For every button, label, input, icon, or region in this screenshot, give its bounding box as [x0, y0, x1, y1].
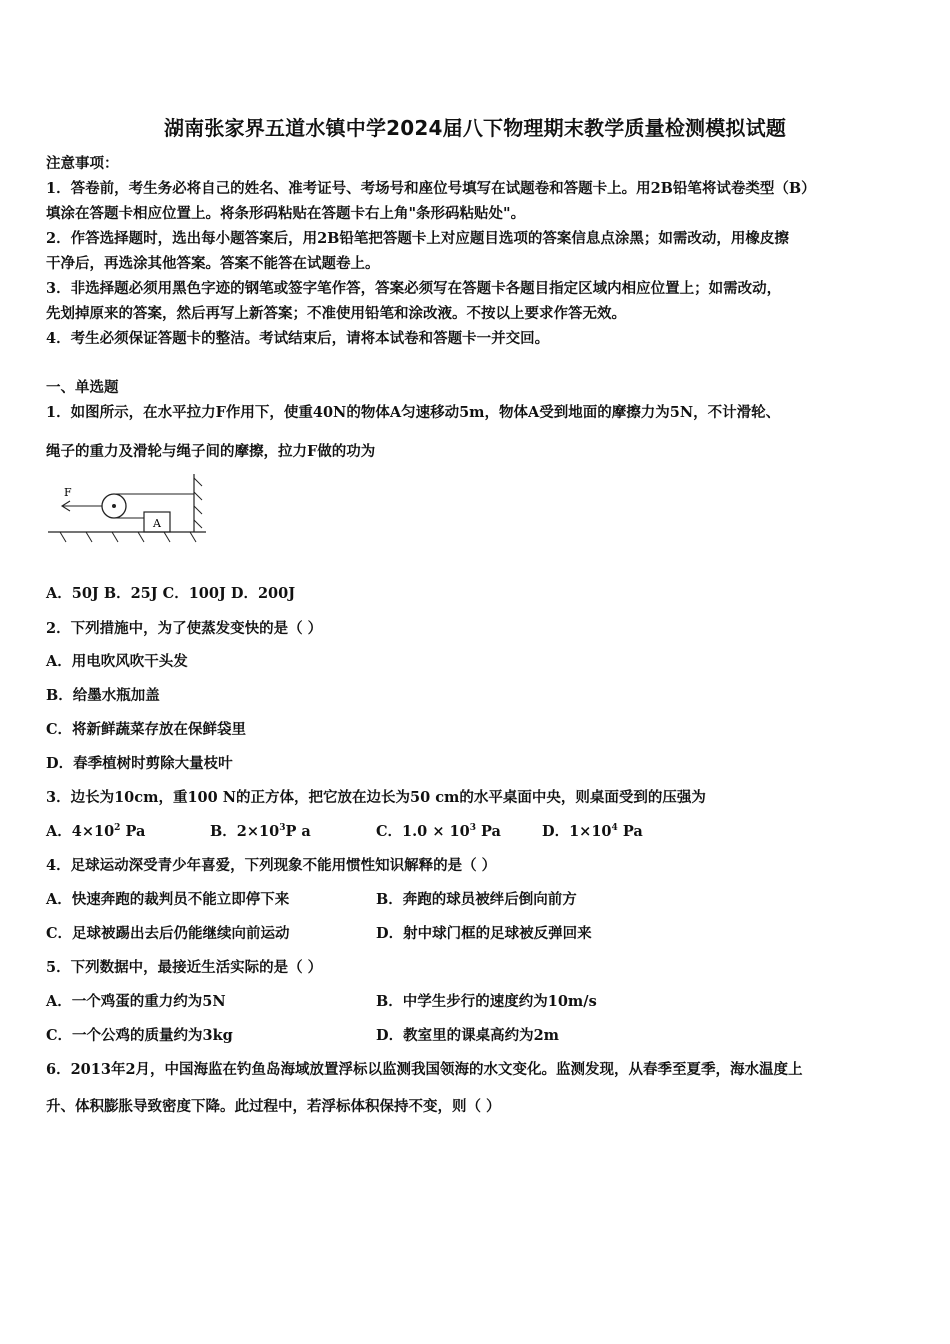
q4-option-a: A．快速奔跑的裁判员不能立即停下来 — [46, 891, 290, 908]
q1-stem-line1: 1．如图所示，在水平拉力F作用下，使重40N的物体A匀速移动5m，物体A受到地面的摩擦力为5N，不计滑轮、 — [46, 404, 781, 421]
q2-option-d: D．春季植树时剪除大量枝叶 — [46, 755, 233, 772]
q5-option-c: C．一个公鸡的质量约为3kg — [46, 1027, 233, 1044]
q3-option-c: C．$1.0 \times 10^3$ Pa — [376, 823, 501, 840]
q2-option-b: B．给墨水瓶加盖 — [46, 687, 160, 704]
notice-line: 干净后，再选涂其他答案。答案不能答在试题卷上。 — [46, 255, 380, 272]
q4-option-b: B．奔跑的球员被绊后倒向前方 — [376, 891, 577, 908]
notice-line: 3．非选择题必须用黑色字迹的钢笔或签字笔作答，答案必须写在答题卡各题目指定区域内相应位置上；如需改动， — [46, 280, 782, 297]
q6-stem-line2: 升、体积膨胀导致密度下降。此过程中，若浮标体积保持不变，则（ ） — [46, 1098, 501, 1115]
q5-option-a: A．一个鸡蛋的重力约为5N — [46, 993, 226, 1010]
pulley-diagram — [46, 470, 216, 550]
force-label: F — [64, 486, 72, 499]
notice-line: 先划掉原来的答案，然后再写上新答案；不准使用铅笔和涂改液。不按以上要求作答无效。 — [46, 305, 626, 322]
q3-option-b: B．$2\times 10^3P$ a — [210, 823, 311, 840]
q2-option-a: A．用电吹风吹干头发 — [46, 653, 188, 670]
q5-stem: 5．下列数据中，最接近生活实际的是（ ） — [46, 959, 323, 976]
q4-option-d: D．射中球门框的足球被反弹回来 — [376, 925, 592, 942]
q2-stem: 2．下列措施中，为了使蒸发变快的是（ ） — [46, 620, 323, 637]
q5-option-d: D．教室里的课桌高约为2m — [376, 1027, 560, 1044]
q3-option-a: A．$4\times 10^2$ Pa — [46, 823, 146, 840]
section-heading: 一、单选题 — [46, 379, 119, 396]
q3-option-d: D．$1\times 10^4$ Pa — [542, 823, 643, 840]
q1-options: A．50J B．25J C．100J D．200J — [46, 585, 296, 602]
notice-heading: 注意事项： — [46, 155, 119, 172]
q3-stem: 3．边长为10cm，重100 N的正方体，把它放在边长为50 cm的水平桌面中央，则桌面受到的压强为 — [46, 789, 706, 806]
notice-line: 2．作答选择题时，选出每小题答案后，用2B铅笔把答题卡上对应题目选项的答案信息点涂黑；如需改动，用橡皮擦 — [46, 230, 789, 247]
q5-option-b: B．中学生步行的速度约为10m/s — [376, 993, 597, 1010]
q1-stem-line2: 绳子的重力及滑轮与绳子间的摩擦，拉力F做的功为 — [46, 443, 376, 460]
page-title: 湖南张家界五道水镇中学2024届八下物理期末教学质量检测模拟试题 — [163, 116, 787, 140]
notice-line: 1．答卷前，考生务必将自己的姓名、准考证号、考场号和座位号填写在试题卷和答题卡上。用2B铅笔将试卷类型（B） — [46, 180, 816, 197]
q4-option-c: C．足球被踢出去后仍能继续向前运动 — [46, 925, 290, 942]
q4-stem: 4．足球运动深受青少年喜爱，下列现象不能用惯性知识解释的是（ ） — [46, 857, 497, 874]
block-label: A — [153, 517, 161, 530]
q6-stem-line1: 6．2013年2月，中国海监在钓鱼岛海域放置浮标以监测我国领海的水文变化。监测发现，从春季至夏季，海水温度上 — [46, 1061, 803, 1078]
q2-option-c: C．将新鲜蔬菜存放在保鲜袋里 — [46, 721, 247, 738]
notice-line: 填涂在答题卡相应位置上。将条形码粘贴在答题卡右上角"条形码粘贴处"。 — [46, 205, 526, 222]
notice-line: 4．考生必须保证答题卡的整洁。考试结束后，请将本试卷和答题卡一并交回。 — [46, 330, 550, 347]
